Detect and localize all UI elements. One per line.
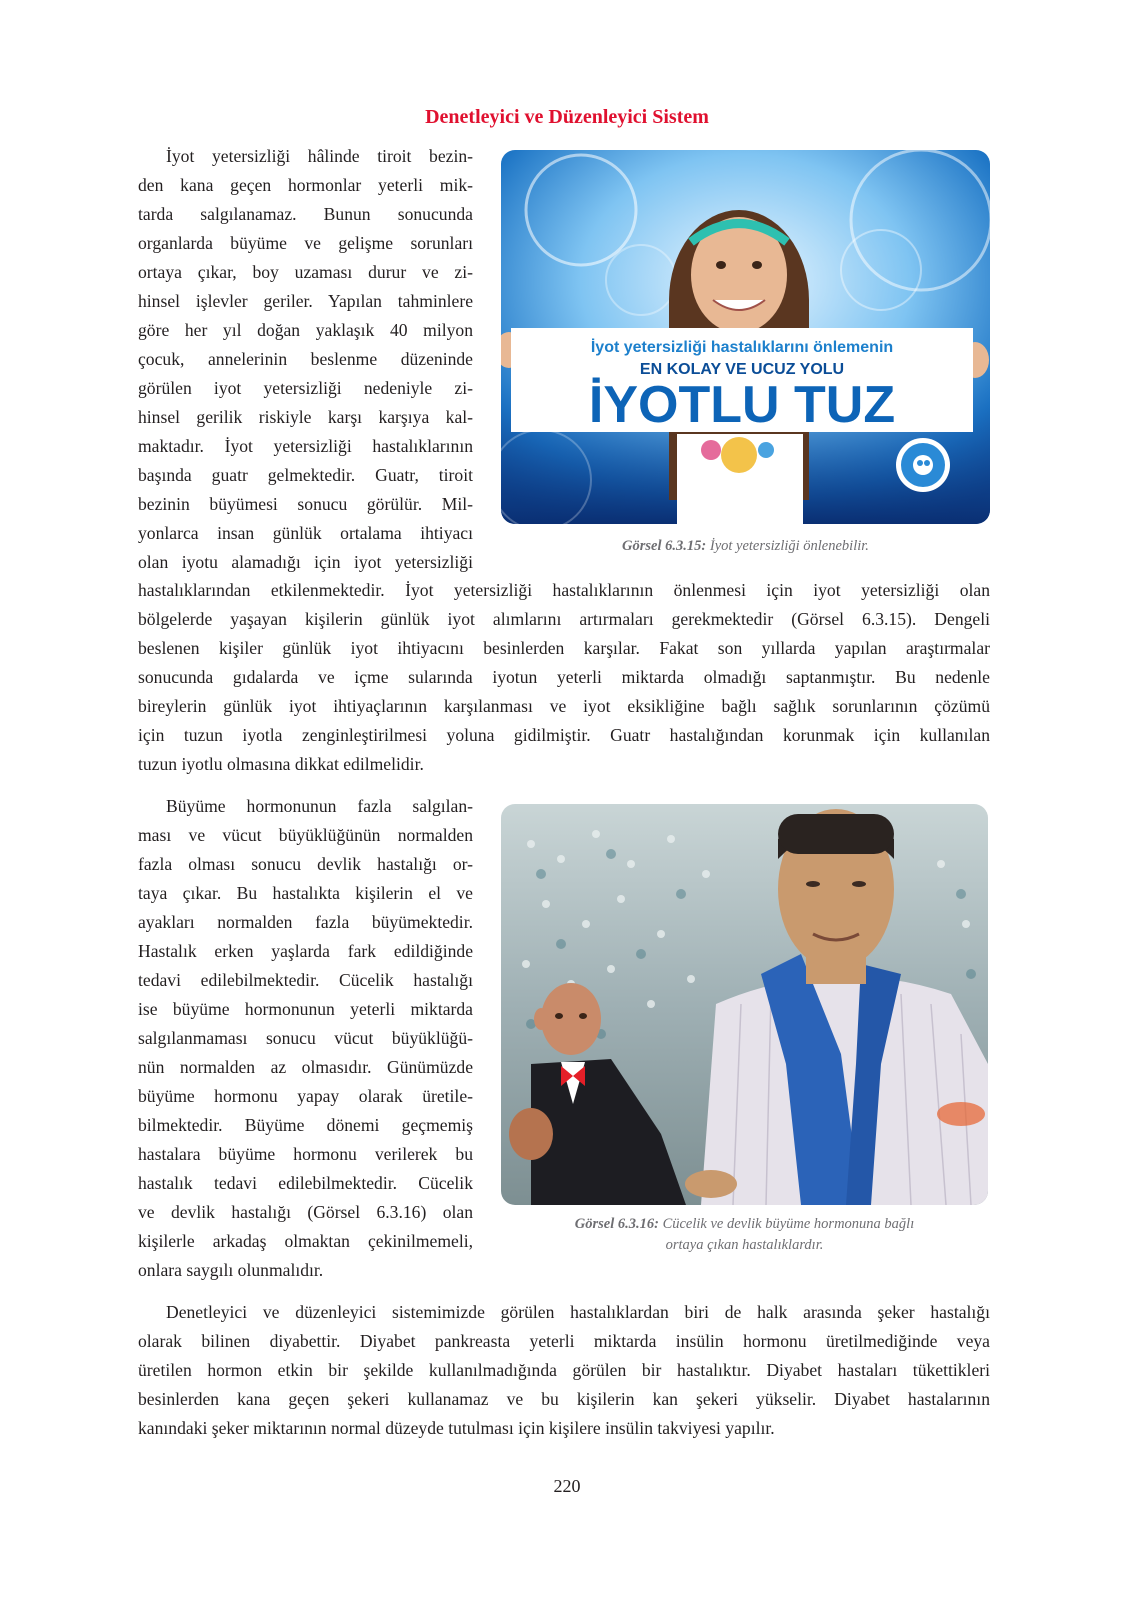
text-line: fazla olması sonucu devlik hastalığı or- <box>138 854 473 874</box>
text-line: hastalık tedavi edilebilmektedir. Cücelik <box>138 1173 473 1193</box>
text-line: bilmektedir. Büyüme dönemi geçmemiş <box>138 1115 473 1135</box>
text-line: salgılanmaması sonucu vücut büyüklüğü- <box>138 1028 473 1048</box>
text-line: Hastalık erken yaşlarda fark edildiğinde <box>138 941 473 961</box>
text-line: başında guatr gelmektedir. Guatr, tiroit <box>138 465 473 485</box>
poster-line-2: EN KOLAY VE UCUZ YOLU <box>639 361 845 378</box>
text-line: kanındaki şeker miktarının normal düzeyde tutulması için kişilere insülin takviyesi yapılır. <box>138 1418 775 1438</box>
text-line: ortaya çıkar, boy uzaması durur ve zi- <box>138 262 473 282</box>
text-line: kişilerle arkadaş olmaktan çekinilmemeli, <box>138 1231 473 1251</box>
figure-1-caption-label: Görsel 6.3.15: <box>622 538 707 554</box>
text-line: Büyüme hormonunun fazla salgılan- <box>166 796 473 816</box>
text-line: hinsel işlevler geriler. Yapılan tahminlere <box>138 291 473 311</box>
text-line: üretilen hormon etkin bir şekilde kullanılmadığında görülen bir hastalıktır. Diyabet hastaları tükettikleri <box>138 1360 990 1380</box>
text-line: görülen iyot yetersizliği nedeniyle zi- <box>138 378 473 398</box>
text-line: tuzun iyotlu olmasına dikkat edilmelidir. <box>138 754 424 774</box>
text-line: yonlarca insan günlük ortalama ihtiyacı <box>138 523 473 543</box>
iodized-salt-poster-image <box>501 150 990 524</box>
figure-2-caption-text-2: ortaya çıkan hastalıklardır. <box>665 1237 824 1253</box>
figure-1-caption <box>501 538 990 555</box>
text-line: maktadır. İyot yetersizliği hastalıklarının <box>138 436 473 456</box>
text-line: onlara saygılı olunmalıdır. <box>138 1260 324 1280</box>
text-line: çocuk, annelerinin beslenme düzeninde <box>138 349 473 369</box>
page-title: Denetleyici ve Düzenleyici Sistem <box>425 106 709 128</box>
text-line: tarda salgılanamaz. Bunun sonucunda <box>138 204 473 224</box>
text-line: hinsel gerilik riskiyle karşı karşıya kal- <box>138 407 473 427</box>
text-line: Denetleyici ve düzenleyici sistemimizde görülen hastalıklardan biri de halk arasında şeker hastalığı <box>166 1302 990 1322</box>
paragraph-2 <box>138 792 473 1285</box>
text-line: hastalıklarından etkilenmektedir. İyot yetersizliği hastalıklarının önlenmesi için iyot yetersizliği olan <box>138 580 990 600</box>
paragraph-1-wide <box>138 576 990 779</box>
figure-2-caption <box>501 1214 988 1256</box>
text-line: sonucunda gıdalarda ve içme sularında iyotun yeterli miktarda olmadığı saptanmıştır. Bu nedenle <box>138 667 990 687</box>
figure-2-caption-label: Görsel 6.3.16: <box>574 1216 659 1232</box>
text-line: tedavi edilebilmektedir. Cücelik hastalığı <box>138 970 473 990</box>
text-line: ması ve vücut büyüklüğünün normalden <box>138 825 473 845</box>
figure-1-caption-text: İyot yetersizliği önlenebilir. <box>706 538 869 554</box>
tall-and-short-men-photo <box>501 804 988 1205</box>
text-line: organlarda büyüme ve gelişme sorunları <box>138 233 473 253</box>
paragraph-1-narrow <box>138 142 473 577</box>
text-line: büyüme hormonu yapay olarak üretile- <box>138 1086 473 1106</box>
poster-line-3: İYOTLU TUZ <box>588 376 896 434</box>
text-line: olarak bilinen diyabettir. Diyabet pankreasta yeterli miktarda insülin hormonu üretilmediğinde veya <box>138 1331 990 1351</box>
text-line: için tuzun iyotla zenginleştirilmesi yoluna gidilmiştir. Guatr hastalığından korunmak için kullanılan <box>138 725 990 745</box>
text-line: bezinin büyümesi sonucu görülür. Mil- <box>138 494 473 514</box>
text-line: bölgelerde yaşayan kişilerin günlük iyot alımlarını artırmaları gerekmektedir (Görsel 6.3.15). Dengeli <box>138 609 990 629</box>
paragraph-3 <box>138 1298 990 1443</box>
page-number: 220 <box>553 1476 581 1496</box>
text-line: göre her yıl doğan yaklaşık 40 milyon <box>138 320 473 340</box>
text-line: beslenen kişiler günlük iyot ihtiyacını besinlerden karşılar. Fakat son yıllarda yapılan araştırmalar <box>138 638 990 658</box>
text-line: nün normalden az olmasıdır. Günümüzde <box>138 1057 473 1077</box>
figure-2-caption-text-1: Cücelik ve devlik büyüme hormonuna bağlı <box>658 1216 915 1232</box>
text-line: taya çıkar. Bu hastalıkta kişilerin el ve <box>138 883 473 903</box>
text-line: olan iyotu alamadığı için iyot yetersizliği <box>138 552 473 572</box>
text-line: besinlerden kana geçen şekeri kullanamaz ve bu kişilerin kan şekeri yükselir. Diyabet hastalarının <box>138 1389 990 1409</box>
text-line: İyot yetersizliği hâlinde tiroit bezin- <box>166 146 473 166</box>
text-line: bireylerin günlük iyot ihtiyaçlarının karşılanması ve iyot eksikliğine bağlı sağlık sorunlarının çözümü <box>138 696 990 716</box>
text-line: ayakları normalden fazla büyümektedir. <box>138 912 473 932</box>
text-line: ve devlik hastalığı (Görsel 6.3.16) olan <box>138 1202 473 1222</box>
text-line: ise büyüme hormonunun yeterli miktarda <box>138 999 473 1019</box>
text-line: den kana geçen hormonlar yeterli mik- <box>138 175 473 195</box>
text-line: hastalara büyüme hormonu verilerek bu <box>138 1144 473 1164</box>
poster-line-1: İyot yetersizliği hastalıklarını önlemenin <box>590 339 894 356</box>
